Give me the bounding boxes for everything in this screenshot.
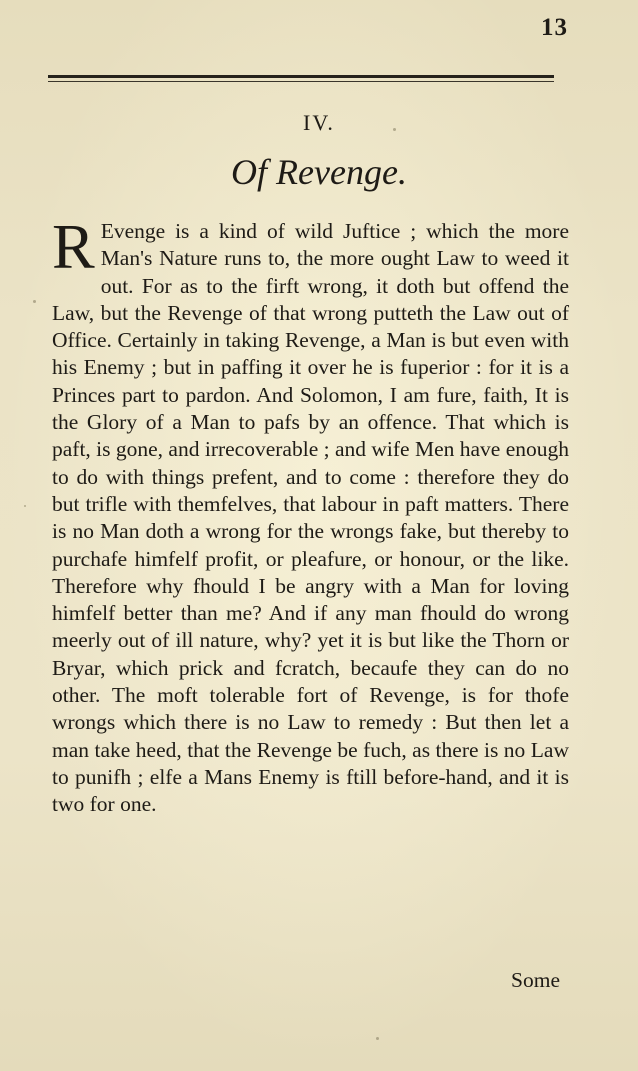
body-text bbox=[52, 211, 569, 819]
paper-speck bbox=[393, 128, 396, 131]
header-rule bbox=[48, 75, 554, 78]
paper-speck bbox=[24, 505, 26, 507]
body-paragraph: Evenge is a kind of wild Juftice ; which the more Man's Nature runs to, the more ought Law to weed it out. For as to the firft wrong, it doth but offend the Law, but the Revenge of that wrong putteth the Law out of Office. Certainly in taking Revenge, a Man is but even with his Enemy ; but in paffing it over he is fuperior : for it is a Princes part to pardon. And Solomon, I am fure, faith, It is the Glory of a Man to pafs by an offence. That which is paft, is gone, and irrecoverable ; and wife Men have enough to do with things prefent, and to come : therefore they do but trifle with themfelves, that labour in paft matters. There is no Man doth a wrong for the wrongs fake, but thereby to purchafe himfelf profit, or pleafure, or honour, or the like. Therefore why fhould I be angry with a Man for loving himfelf better than me? And if any man fhould do wrong meerly out of ill nature, why? yet it is but like the Thorn or Bryar, which prick and fcratch, becaufe they can do no other. The moft tolerable fort of Revenge, is for thofe wrongs which there is no Law to remedy : But then let a man take heed, that the Revenge be fuch, as there is no Law to punifh ; elfe a Mans Enemy is ftill before-hand, and it is two for one. bbox=[52, 219, 569, 817]
paper-speck bbox=[376, 1037, 379, 1040]
drop-cap: R bbox=[52, 211, 95, 282]
page-number: 13 bbox=[541, 14, 568, 41]
chapter-title: Of Revenge. bbox=[231, 152, 407, 192]
catchword: Some bbox=[511, 968, 560, 992]
header-rule-thin bbox=[48, 81, 554, 82]
paper-speck bbox=[33, 300, 36, 303]
section-number: IV. bbox=[303, 110, 335, 135]
